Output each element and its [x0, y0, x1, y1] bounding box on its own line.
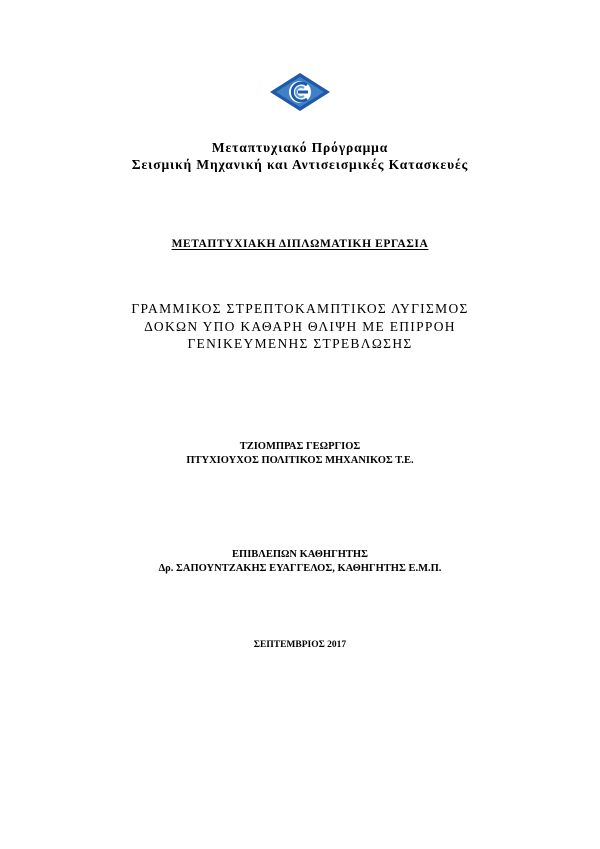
program-specialization: Σεισμική Μηχανική και Αντισεισμικές Κατασκευές — [131, 157, 469, 172]
thesis-title-line-1: ΓΡΑΜΜΙΚΟΣ ΣΤΡΕΠΤΟΚΑΜΠΤΙΚΟΣ ΛΥΓΙΣΜΟΣ — [131, 301, 469, 316]
program-name: Μεταπτυχιακό Πρόγραμμα — [211, 140, 389, 155]
author-name: ΤΖΙΟΜΠΡΑΣ ΓΕΩΡΓΙΟΣ — [239, 441, 361, 452]
author-degree: ΠΤΥΧΙΟΥΧΟΣ ΠΟΛΙΤΙΚΟΣ ΜΗΧΑΝΙΚΟΣ Τ.Ε. — [186, 455, 414, 466]
supervisor-block — [0, 548, 600, 576]
author-block — [0, 440, 600, 468]
institution-emblem-icon — [269, 72, 331, 112]
thesis-title — [0, 300, 600, 353]
thesis-title-line-2: ΔΟΚΩΝ ΥΠΟ ΚΑΘΑΡΗ ΘΛΙΨΗ ΜΕ ΕΠΙΡΡΟΗ — [144, 318, 456, 334]
thesis-title-line-3: ΓΕΝΙΚΕΥΜΕΝΗΣ ΣΤΡΕΒΛΩΣΗΣ — [187, 336, 413, 351]
thesis-type: ΜΕΤΑΠΤΥΧΙΑΚΗ ΔΙΠΛΩΜΑΤΙΚΗ ΕΡΓΑΣΙΑ — [171, 238, 429, 250]
supervisor-label: ΕΠΙΒΛΕΠΩΝ ΚΑΘΗΓΗΤΗΣ — [232, 549, 368, 560]
program-heading — [0, 139, 600, 173]
supervisor-name: Δρ. ΣΑΠΟΥΝΤΖΑΚΗΣ ΕΥΑΓΓΕΛΟΣ, ΚΑΘΗΓΗΤΗΣ Ε.Μ.Π. — [158, 563, 442, 574]
submission-date: ΣΕΠΤΕΜΒΡΙΟΣ 2017 — [253, 640, 347, 650]
